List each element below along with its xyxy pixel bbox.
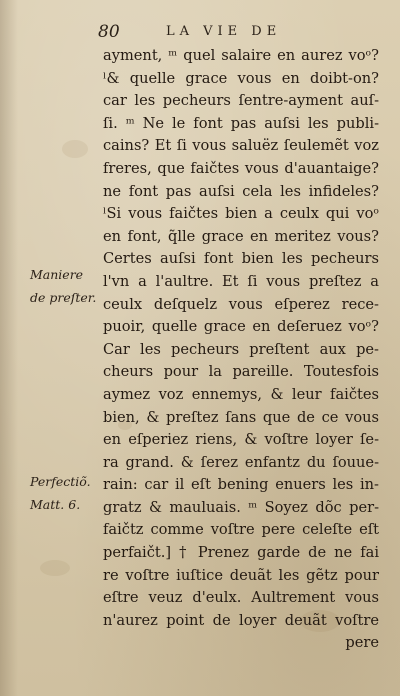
marginal-note-line: Maniere — [30, 267, 84, 282]
paper-stain — [62, 140, 88, 158]
text-line: en eſperiez riens, & voſtre loyer ſe- — [103, 431, 379, 449]
marginal-note — [30, 264, 96, 309]
text-line: perfaičt.] † Prenez garde de ne fai — [103, 544, 379, 562]
text-line: car les pecheurs ſentre-ayment auſ- — [103, 92, 379, 110]
text-line: ra grand. & ſerez enfantz du ſouue- — [103, 453, 379, 471]
marginal-note-line: de preſter. — [30, 289, 97, 305]
text-line: l'vn a l'aultre. Et ſi vous preſtez a — [103, 272, 379, 290]
marginal-note-line: Matt. 6. — [30, 496, 81, 512]
text-line: ˡSi vous faičtes bien a ceulx qui voᵒ — [103, 205, 379, 223]
text-line: puoir, quelle grace en deſeruez voᵒ? — [103, 318, 379, 336]
text-line: gratz & mauluais. ᵐ Soyez dõc per- — [103, 498, 379, 516]
catchword: pere — [345, 634, 379, 652]
text-line: n'aurez point de loyer deuãt voſtre — [103, 611, 379, 629]
marginal-note-line: Perfectiõ. — [30, 474, 91, 489]
text-line: eſtre veuz d'eulx. Aultrement vous — [103, 589, 379, 607]
text-line: ſi. ᵐ Ne le font pas auſsi les publi- — [103, 114, 379, 132]
page-number: 80 — [98, 22, 120, 42]
text-line: ˡ& quelle grace vous en doibt-on? — [103, 69, 379, 87]
body-text — [103, 45, 379, 655]
text-line: faičtz comme voſtre pere celeſte eſt — [103, 521, 379, 539]
text-line: Car les pecheurs preſtent aux pe- — [103, 340, 379, 358]
text-line: freres, que faičtes vous d'auantaige? — [103, 159, 379, 177]
text-line: re voſtre iuſtice deuãt les gẽtz pour — [103, 566, 379, 584]
binding-shadow — [0, 0, 18, 696]
text-line: aymez voz ennemys, & leur faičtes — [103, 385, 379, 403]
text-line: ceulx deſquelz vous eſperez rece- — [103, 295, 379, 313]
text-line: Certes auſsi font bien les pecheurs — [103, 250, 379, 268]
page-header — [96, 22, 386, 44]
text-line: rain: car il eſt bening enuers les in- — [103, 476, 379, 494]
text-line: ne font pas auſsi cela les infideles? — [103, 182, 379, 200]
running-title: LA VIE DE — [166, 24, 282, 39]
text-line: cains? Et ſi vous saluëz ſeulemẽt voz — [103, 137, 379, 155]
paper-stain — [40, 560, 70, 576]
text-line: cheurs pour la pareille. Toutesfois — [103, 363, 379, 381]
marginal-note — [30, 471, 91, 516]
text-line: en font, q̃lle grace en meritez vous? — [103, 227, 379, 245]
text-line: ayment, ᵐ quel salaire en aurez voᵒ? — [103, 47, 379, 64]
text-line: bien, & preſtez ſans que de ce vous — [103, 408, 379, 426]
